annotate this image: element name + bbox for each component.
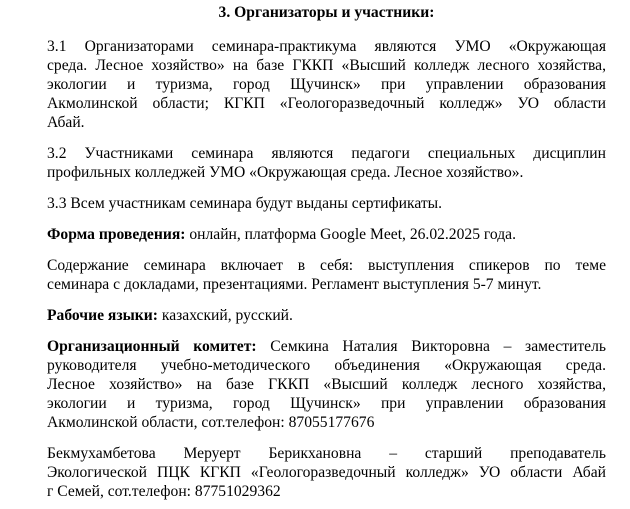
text-line: 3.1 Организаторами семинара-практикума являются УМО «Окружающая	[47, 38, 606, 55]
paragraph-3-1	[47, 37, 606, 132]
text-line: профильных колледжей УМО «Окружающая среда. Лесное хозяйство».	[47, 164, 524, 181]
format-value: онлайн, платформа Google Meet, 26.02.2025 года.	[185, 226, 517, 243]
text-line	[47, 225, 606, 244]
document-page	[47, 0, 606, 501]
paragraph-member2	[47, 444, 606, 501]
text-line: среда. Лесное хозяйство» на базе ГККП «Высший колледж лесного хозяйства,	[47, 57, 606, 74]
paragraph-languages	[47, 306, 606, 325]
text-line: 3.3 Всем участникам семинара будут выданы сертификаты.	[47, 195, 443, 212]
languages-value: казахский, русский.	[157, 307, 293, 324]
text-line	[47, 306, 606, 325]
text-line: Акмолинской области; КГКП «Геологоразведочный колледж» УО области	[47, 95, 606, 112]
paragraph-3-2	[47, 144, 606, 182]
text-line: семинара с докладами, презентациями. Регламент выступления 5-7 минут.	[47, 276, 542, 293]
text-line: Бекмухамбетова Меруерт Берикхановна – старший преподаватель	[47, 445, 606, 462]
section-heading: 3. Организаторы и участники:	[218, 4, 435, 21]
paragraph-committee	[47, 337, 606, 432]
format-label: Форма проведения:	[47, 226, 186, 243]
text-line: Лесное хозяйство» на базе ГККП «Высший колледж лесного хозяйства,	[47, 376, 606, 393]
paragraph-format	[47, 225, 606, 244]
text-line: г Семей, сот.телефон: 87751029362	[47, 483, 281, 500]
paragraph-content	[47, 256, 606, 294]
text-line: Экологической ПЦК КГКП «Геологоразведочный колледж» УО области Абай	[47, 464, 606, 481]
text-line: 3.2 Участниками семинара являются педагоги специальных дисциплин	[47, 145, 606, 162]
committee-label: Организационный комитет:	[47, 338, 257, 355]
paragraph-3-3	[47, 194, 606, 213]
text-line	[47, 337, 606, 356]
text-line: руководителя учебно-методического объединения «Окружающая среда.	[47, 357, 606, 374]
text-line: экологии и туризма, город Щучинск» при управлении образования	[47, 395, 606, 412]
languages-label: Рабочие языки:	[47, 307, 158, 324]
text-line: экологии и туризма, город Щучинск» при управлении образования	[47, 76, 606, 93]
text-line: Акмолинской области, сот.телефон: 87055177676	[47, 414, 375, 431]
committee-line1: Семкина Наталия Викторовна – заместитель	[256, 338, 607, 355]
text-line: Содержание семинара включает в себя: выступления спикеров по теме	[47, 257, 606, 274]
text-line: Абай.	[47, 114, 85, 131]
